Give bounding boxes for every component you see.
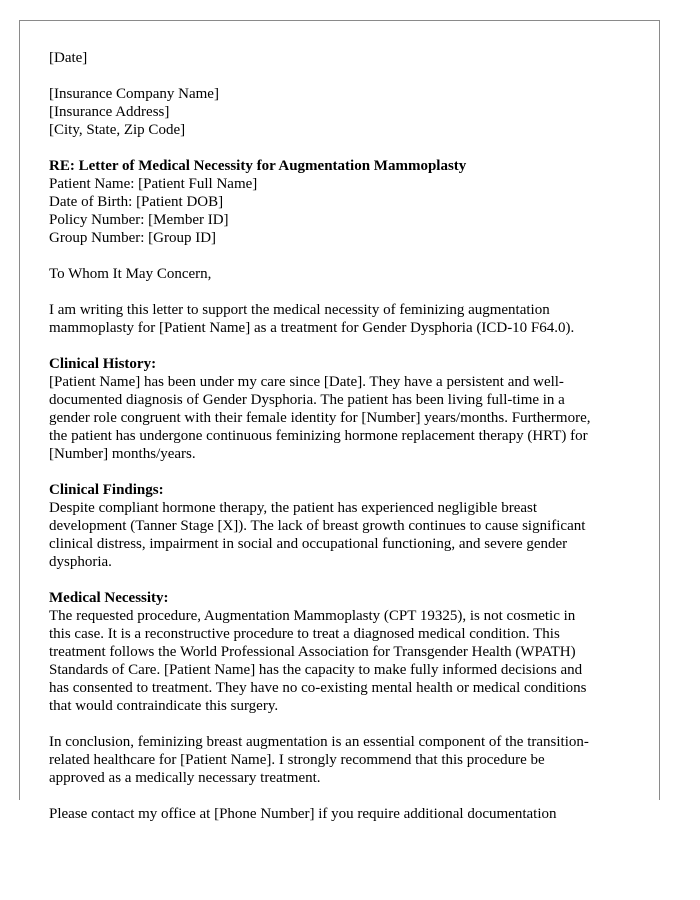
closing-paragraph <box>49 805 639 823</box>
section-clinical-findings <box>49 481 639 571</box>
section-line: the patient has undergone continuous feminizing hormone replacement therapy (HRT) for <box>49 428 588 444</box>
conclusion-line: approved as a medically necessary treatment. <box>49 770 321 786</box>
recipient-address <box>49 85 639 139</box>
dob-line: Date of Birth: [Patient DOB] <box>49 194 224 210</box>
re-subject: RE: Letter of Medical Necessity for Augmentation Mammoplasty <box>49 158 467 174</box>
section-line: Standards of Care. [Patient Name] has the capacity to make fully informed decisions and <box>49 662 583 678</box>
conclusion-paragraph <box>49 733 639 787</box>
section-line: The requested procedure, Augmentation Mammoplasty (CPT 19325), is not cosmetic in <box>49 608 576 624</box>
group-number-line: Group Number: [Group ID] <box>49 230 217 246</box>
section-medical-necessity <box>49 589 639 715</box>
salutation-block <box>49 265 639 283</box>
section-line: documented diagnosis of Gender Dysphoria. The patient has been living full-time in a <box>49 392 565 408</box>
section-line: treatment follows the World Professional Association for Transgender Health (WPATH) <box>49 644 576 660</box>
intro-line: mammoplasty for [Patient Name] as a treatment for Gender Dysphoria (ICD-10 F64.0). <box>49 320 575 336</box>
section-heading: Clinical History: <box>49 356 157 372</box>
letter-page <box>19 20 660 822</box>
section-line: clinical distress, impairment in social and occupational functioning, and severe gender <box>49 536 568 552</box>
section-heading: Medical Necessity: <box>49 590 169 606</box>
conclusion-line: In conclusion, feminizing breast augmentation is an essential component of the transition- <box>49 734 589 750</box>
section-line: [Number] months/years. <box>49 446 196 462</box>
conclusion-line: related healthcare for [Patient Name]. I strongly recommend that this procedure be <box>49 752 545 768</box>
intro-line: I am writing this letter to support the medical necessity of feminizing augmentation <box>49 302 550 318</box>
insurance-address: [Insurance Address] <box>49 104 170 120</box>
salutation: To Whom It May Concern, <box>49 266 212 282</box>
letter-date: [Date] <box>49 50 88 66</box>
section-clinical-history <box>49 355 639 463</box>
section-line: this case. It is a reconstructive procedure to treat a diagnosed medical condition. This <box>49 626 560 642</box>
patient-name-line: Patient Name: [Patient Full Name] <box>49 176 258 192</box>
section-line: [Patient Name] has been under my care since [Date]. They have a persistent and well- <box>49 374 564 390</box>
re-block <box>49 157 639 247</box>
insurance-city-state-zip: [City, State, Zip Code] <box>49 122 186 138</box>
insurance-company-name: [Insurance Company Name] <box>49 86 219 102</box>
section-line: that would contraindicate this surgery. <box>49 698 279 714</box>
closing-line: Please contact my office at [Phone Number] if you require additional documentation <box>49 806 557 822</box>
section-heading: Clinical Findings: <box>49 482 164 498</box>
intro-paragraph <box>49 301 639 337</box>
section-line: development (Tanner Stage [X]). The lack of breast growth continues to cause significant <box>49 518 586 534</box>
section-line: gender role congruent with their female identity for [Number] years/months. Furthermore, <box>49 410 591 426</box>
date-block <box>49 49 639 67</box>
section-line: has consented to treatment. They have no co-existing mental health or medical conditions <box>49 680 587 696</box>
letter-body <box>49 49 639 841</box>
section-line: dysphoria. <box>49 554 112 570</box>
section-line: Despite compliant hormone therapy, the patient has experienced negligible breast <box>49 500 538 516</box>
policy-number-line: Policy Number: [Member ID] <box>49 212 229 228</box>
